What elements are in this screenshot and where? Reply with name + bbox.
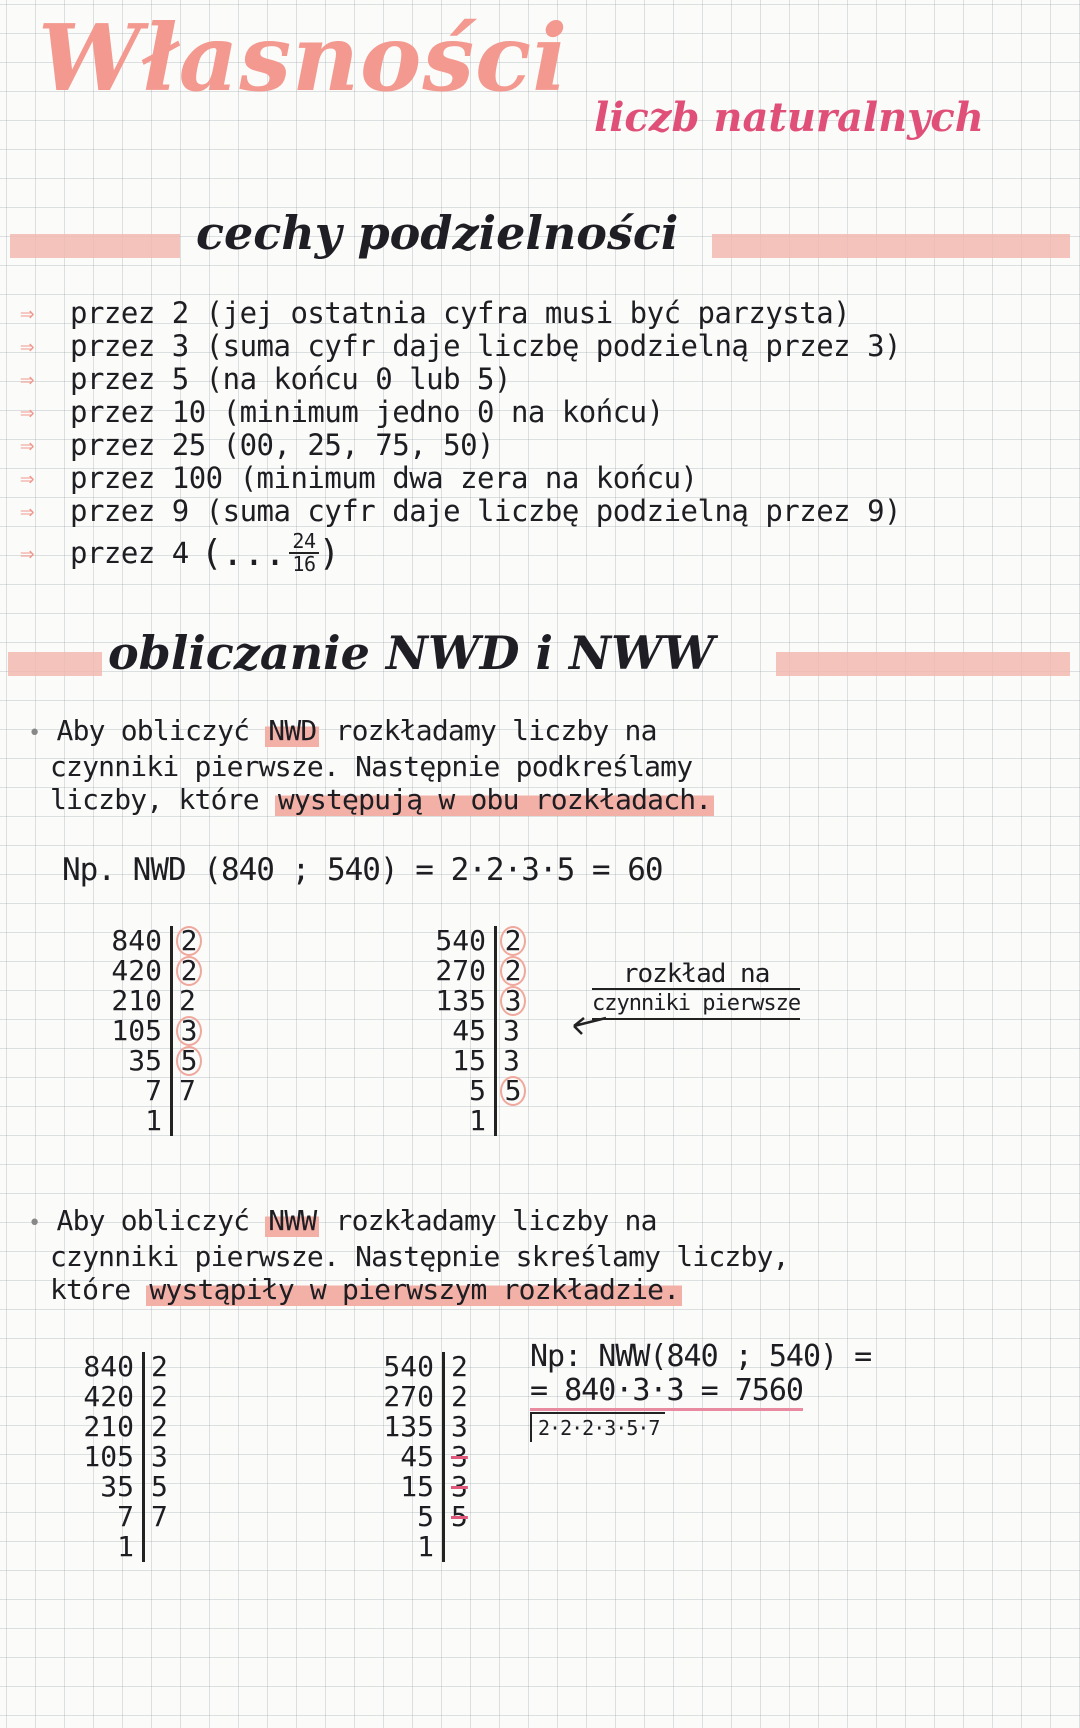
table-row <box>56 1352 185 1382</box>
list-item: ⇒ przez 25 (00, 25, 75, 50) <box>20 427 494 462</box>
prime-factor: 3 <box>503 1044 520 1077</box>
table-row <box>84 1016 213 1046</box>
prime-factor: 2 <box>151 1380 168 1413</box>
factor-number: 105 <box>56 1442 145 1472</box>
prime-factor: 2 <box>451 1350 468 1383</box>
prime-factor: 5 <box>151 1470 168 1503</box>
factor-number: 420 <box>84 956 173 986</box>
lcm-description: • Aby obliczyć NWW rozkładamy liczby na czynniki pierwsze. Następnie skreślamy liczby, które wystąpiły w pierwszym rozkładzie. <box>28 1204 789 1306</box>
gcd-example: Np. NWD (840 ; 540) = 2·2·3·5 = 60 <box>62 852 663 888</box>
prime-factor <box>497 1106 537 1136</box>
list-item: ⇒ przez 2 (jej ostatnia cyfra musi być parzysta) <box>20 295 851 330</box>
table-row <box>84 926 213 956</box>
factor-number: 15 <box>408 1046 497 1076</box>
lcm-factor-note: 2·2·2·3·5·7 <box>530 1412 665 1442</box>
table-row <box>408 1076 537 1106</box>
list-item: ⇒ przez 5 (na końcu 0 lub 5) <box>20 361 511 396</box>
header-band-right <box>776 652 1070 676</box>
factor-number: 210 <box>56 1412 145 1442</box>
table-row <box>84 986 213 1016</box>
factor-number: 35 <box>84 1046 173 1076</box>
prime-factor: 3 <box>503 1014 520 1047</box>
arrow-right-icon: ⇒ <box>20 331 34 360</box>
section-header-divisibility: cechy podzielności <box>196 206 679 260</box>
arrow-right-icon: ⇒ <box>20 298 34 327</box>
list-item: ⇒ przez 9 (suma cyfr daje liczbę podzielną przez 9) <box>20 493 902 528</box>
table-row <box>408 1106 537 1136</box>
prime-factor <box>173 1106 213 1136</box>
gcd-factor-table-540 <box>408 926 537 1136</box>
prime-factor: 5 <box>451 1500 468 1533</box>
prime-factor: 2 <box>173 926 213 956</box>
table-row <box>408 956 537 986</box>
factor-number: 45 <box>408 1016 497 1046</box>
list-item: ⇒ przez 4 (... $\frac{24}{16}$ ) <box>20 529 340 576</box>
prime-factor: 3 <box>451 1410 468 1443</box>
table-row <box>56 1412 185 1442</box>
table-row <box>356 1532 485 1562</box>
header-band-left <box>10 234 180 258</box>
prime-factor: 7 <box>151 1500 168 1533</box>
prime-factor <box>145 1532 185 1562</box>
factor-number: 1 <box>356 1532 445 1562</box>
factor-number: 135 <box>408 986 497 1016</box>
prime-factor: 2 <box>497 926 537 956</box>
table-row <box>84 1046 213 1076</box>
header-band-left <box>8 652 102 676</box>
factor-number: 420 <box>56 1382 145 1412</box>
table-row <box>356 1352 485 1382</box>
table-row <box>356 1502 485 1532</box>
arrow-right-icon: ⇒ <box>20 364 34 393</box>
lcm-example: Np: NWW(840 ; 540) = = 840·3·3 = 7560 2·2·2·3·5·7 <box>530 1339 872 1440</box>
table-row <box>56 1472 185 1502</box>
list-item: ⇒ przez 3 (suma cyfr daje liczbę podzielną przez 3) <box>20 328 902 363</box>
table-row <box>408 1016 537 1046</box>
factor-number: 1 <box>408 1106 497 1136</box>
factor-number: 540 <box>408 926 497 956</box>
factor-number: 270 <box>408 956 497 986</box>
table-row <box>356 1412 485 1442</box>
prime-factor: 2 <box>179 984 196 1017</box>
factor-number: 105 <box>84 1016 173 1046</box>
factor-number: 15 <box>356 1472 445 1502</box>
factor-number: 1 <box>84 1106 173 1136</box>
factor-number: 840 <box>56 1352 145 1382</box>
prime-factor: 5 <box>173 1046 213 1076</box>
factor-number: 45 <box>356 1442 445 1472</box>
table-row <box>356 1382 485 1412</box>
table-row <box>84 956 213 986</box>
prime-factor: 5 <box>497 1076 537 1106</box>
arrow-right-icon: ⇒ <box>20 397 34 426</box>
prime-factor: 2 <box>451 1380 468 1413</box>
prime-factor: 2 <box>173 956 213 986</box>
list-item: ⇒ przez 100 (minimum dwa zera na końcu) <box>20 460 698 495</box>
prime-factor: 3 <box>451 1470 468 1503</box>
factor-number: 1 <box>56 1532 145 1562</box>
lcm-factor-table-540 <box>356 1352 485 1562</box>
bullet-icon: • <box>28 721 41 746</box>
arrow-left-icon <box>568 1012 608 1036</box>
table-row <box>56 1532 185 1562</box>
section-header-gcd-lcm: obliczanie NWD i NWW <box>108 626 715 680</box>
table-row <box>408 986 537 1016</box>
arrow-right-icon: ⇒ <box>20 496 34 525</box>
prime-factor: 3 <box>451 1440 468 1473</box>
factor-number: 210 <box>84 986 173 1016</box>
table-row <box>56 1442 185 1472</box>
prime-factor: 2 <box>497 956 537 986</box>
table-row <box>408 926 537 956</box>
page-subtitle: liczb naturalnych <box>594 94 984 141</box>
table-row <box>356 1442 485 1472</box>
prime-factor <box>445 1532 485 1562</box>
factor-number: 35 <box>56 1472 145 1502</box>
factor-number: 540 <box>356 1352 445 1382</box>
lcm-factor-table-840 <box>56 1352 185 1562</box>
factor-number: 5 <box>356 1502 445 1532</box>
table-row <box>408 1046 537 1076</box>
arrow-right-icon: ⇒ <box>20 463 34 492</box>
prime-factor: 3 <box>497 986 537 1016</box>
factor-number: 5 <box>408 1076 497 1106</box>
prime-factor: 7 <box>179 1074 196 1107</box>
table-row <box>56 1382 185 1412</box>
table-row <box>84 1106 213 1136</box>
factor-number: 7 <box>84 1076 173 1106</box>
bullet-icon: • <box>28 1211 41 1236</box>
page-title: Własności <box>38 4 569 112</box>
header-band-right <box>712 234 1070 258</box>
prime-factor: 2 <box>151 1350 168 1383</box>
table-row <box>356 1472 485 1502</box>
factor-number: 840 <box>84 926 173 956</box>
prime-factor: 3 <box>151 1440 168 1473</box>
gcd-description: • Aby obliczyć NWD rozkładamy liczby na czynniki pierwsze. Następnie podkreślamy liczby, które występują w obu rozkładach. <box>28 714 714 816</box>
table-row <box>84 1076 213 1106</box>
list-item: ⇒ przez 10 (minimum jedno 0 na końcu) <box>20 394 664 429</box>
factor-number: 7 <box>56 1502 145 1532</box>
prime-factor: 3 <box>173 1016 213 1046</box>
factor-number: 135 <box>356 1412 445 1442</box>
table-row <box>56 1502 185 1532</box>
arrow-right-icon: ⇒ <box>20 539 34 567</box>
factor-number: 270 <box>356 1382 445 1412</box>
prime-factor: 2 <box>151 1410 168 1443</box>
arrow-right-icon: ⇒ <box>20 430 34 459</box>
gcd-factor-table-840 <box>84 926 213 1136</box>
factorization-annotation: rozkład na czynniki pierwsze <box>592 960 800 1020</box>
divisibility-list <box>20 296 1020 579</box>
fraction: $\frac{24}{16}$ <box>289 531 318 575</box>
